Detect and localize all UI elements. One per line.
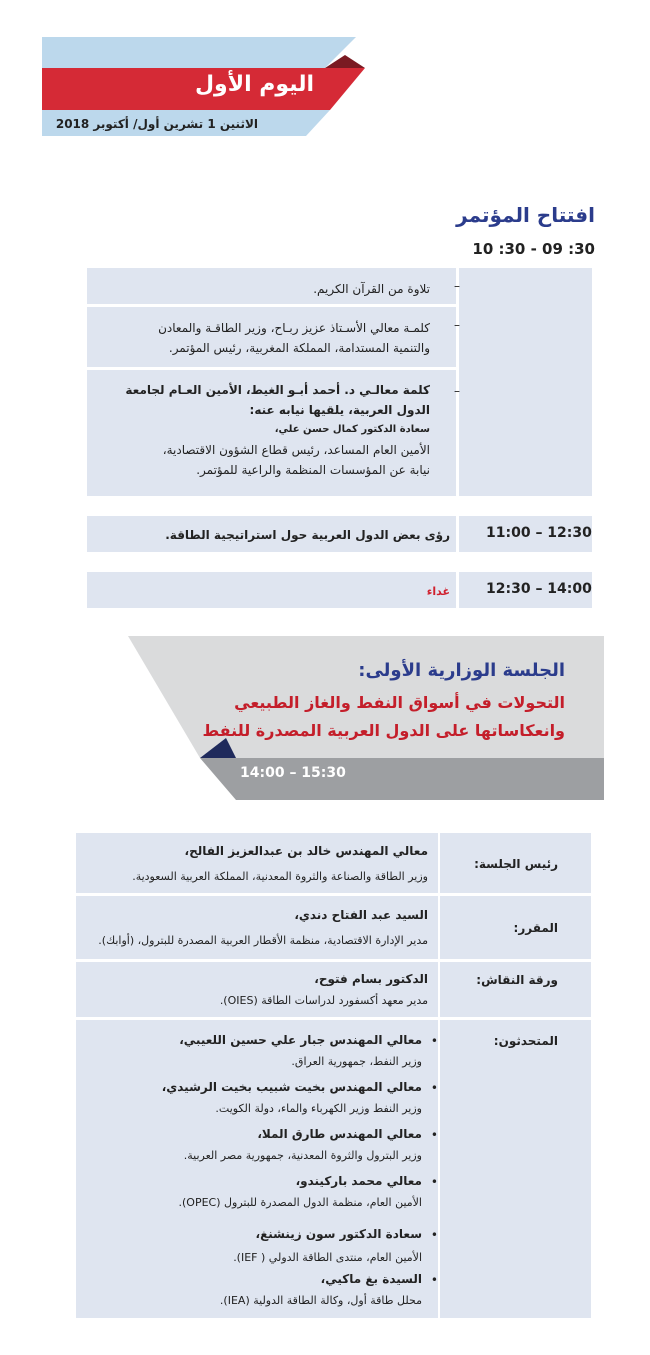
speaker-bullet: • [430,1273,438,1287]
speaker-desc: وزير البترول والثروة المعدنية، جمهورية مصر العربية. [183,1149,422,1162]
opening-time: 10 :30 - 09 :30 [472,240,595,258]
speaker-bullet: • [430,1175,438,1189]
opening-item-dash: – [454,318,460,332]
speaker-name: معالي المهندس جبار علي حسين اللعيبي، [179,1033,422,1047]
paper-name: الدكتور بسام فتوح، [314,972,428,986]
speaker-bullet: • [430,1228,438,1242]
row-visions-time: 11:00 – 12:30 [486,525,592,541]
opening-item-3-line-1: كلمة معالـي د. أحمد أبـو الغيط، الأمين العـام لجامعة [125,383,430,397]
opening-item-3-line-3: سعادة الدكتور كمال حسن علي، [274,424,430,435]
speaker-bullet: • [430,1128,438,1142]
opening-item-dash: – [454,384,460,398]
speaker-name: السيدة بغ ماكيي، [320,1272,422,1286]
speaker-name: سعادة الدكتور سون زينشنغ، [255,1227,422,1241]
chair-name: معالي المهندس خالد بن عبدالعزيز الفالح، [184,844,428,858]
opening-item-3-line-4: الأمين العام المساعد، رئيس قطاع الشؤون الاقتصادية، [162,443,430,457]
lunch-label: غداء [426,585,450,598]
opening-item-chairman-speech [100,318,430,358]
speaker-bullet: • [430,1081,438,1095]
rapporteur-label: المقرر: [513,921,558,935]
opening-item-quran [100,279,430,299]
row-visions-text: رؤى بعض الدول العربية حول استراتيجية الطاقة. [165,528,450,542]
speaker-desc: الأمين العام، منتدى الطاقة الدولي ( IEF). [233,1251,422,1264]
session-title: الجلسة الوزارية الأولى: [358,660,565,681]
speaker-name: معالي المهندس بخيت شبيب بخيت الرشيدي، [161,1080,422,1094]
row-lunch-time: 12:30 – 14:00 [486,581,592,597]
speaker-bullet: • [430,1034,438,1048]
paper-label-cell [440,962,591,1017]
paper-desc: مدير معهد أكسفورد لدراسات الطاقة (OIES). [219,994,428,1007]
rapporteur-content-cell [76,896,438,959]
speaker-name: معالي محمد باركيندو، [295,1174,422,1188]
speakers-label-cell [440,1020,591,1318]
opening-item-1-line: تلاوة من القرآن الكريم. [313,282,430,296]
opening-item-2-line-1: كلمـة معالي الأسـتاذ عزيز ربـاح، وزير الطاقـة والمعادن [158,321,430,335]
session-time: 14:00 – 15:30 [240,765,346,781]
chair-label: رئيس الجلسة: [474,857,558,871]
opening-title: افتتاح المؤتمر [456,203,595,227]
opening-item-dash: – [454,279,460,293]
rapporteur-desc: مدير الإدارة الاقتصادية، منظمة الأقطار العربية المصدرة للبترول، (أوابك). [98,934,428,947]
day-date: الاثنين 1 تشرين أول/ أكتوبر 2018 [55,117,258,131]
opening-time-cell [459,268,592,496]
session-subtitle-1: التحولات في أسواق النفط والغاز الطبيعي [234,693,565,712]
speakers-label: المتحدثون: [493,1034,558,1048]
paper-label: ورقة النقاش: [476,973,558,987]
day-title: اليوم الأول [194,72,314,97]
speaker-desc: الأمين العام، منظمة الدول المصدرة للبترول (OPEC). [178,1196,422,1209]
speaker-desc: وزير النفط وزير الكهرباء والماء، دولة الكويت. [215,1102,422,1115]
paper-content-cell [76,962,438,1017]
rapporteur-name: السيد عبد الفتاح دندي، [294,908,428,922]
chair-content-cell [76,833,438,893]
opening-item-3-line-5: نيابة عن المؤسسات المنظمة والراعية للمؤتمر. [196,463,430,477]
opening-item-3-line-2: الدول العربية، يلقيها نيابه عنه: [249,403,430,417]
chair-desc: وزير الطاقة والصناعة والثروة المعدنية، المملكة العربية السعودية. [132,870,428,883]
session-subtitle-2: وانعكاساتها على الدول العربية المصدرة للنفط [202,721,565,740]
row-lunch-text-cell [87,572,456,608]
opening-item-2-line-2: والتنمية المستدامة، المملكة المغربية، رئيس المؤتمر. [168,341,430,355]
speaker-name: معالي المهندس طارق الملا، [257,1127,422,1141]
speaker-desc: محلل طاقة أول، وكالة الطاقة الدولية (IEA). [219,1294,422,1307]
speaker-desc: وزير النفط، جمهورية العراق. [291,1055,422,1068]
opening-item-arab-league-speech [100,380,430,480]
